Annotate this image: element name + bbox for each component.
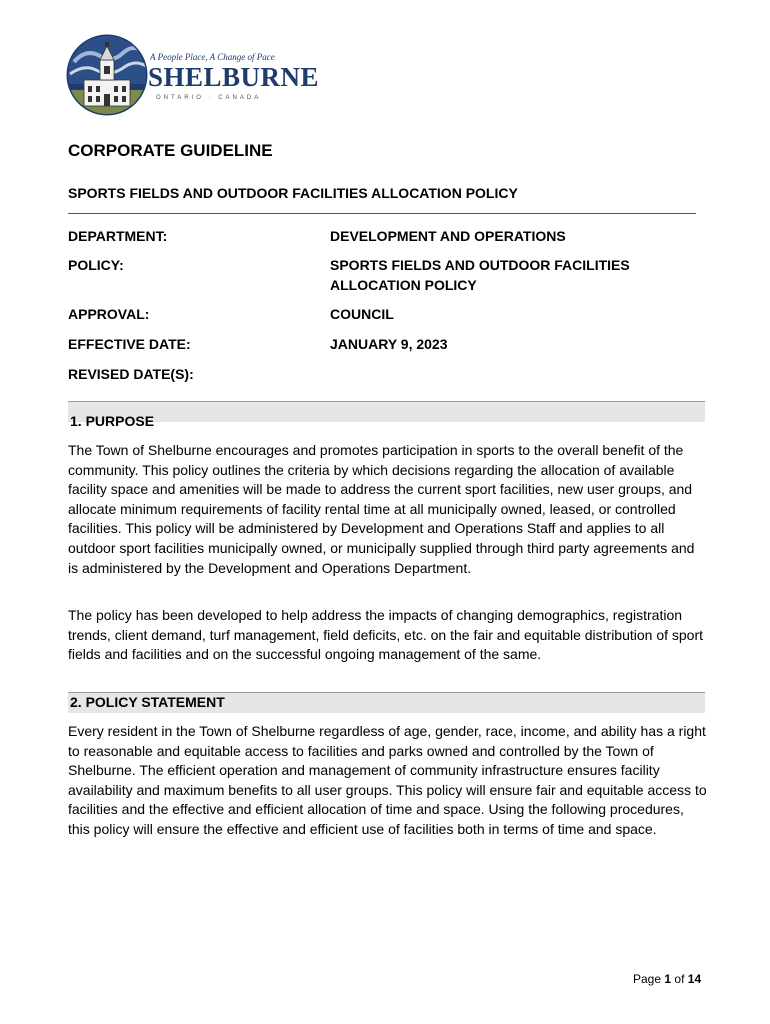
town-hall-emblem-icon — [66, 34, 148, 116]
effective-date-value: JANUARY 9, 2023 — [330, 336, 448, 352]
purpose-paragraph-1: The Town of Shelburne encourages and promotes participation in sports to the overall benefit of the community. This policy outlines the criteria by which decisions regarding the allocation of available facility space and amenities will be made to address the current sport facilities, new user groups, and allocate minimum requirements of facility rental time at all municipally owned, leased, or controlled facilities. This policy will be administered by Development and Operations Staff and applies to all outdoor sport facilities municipally owned, or municipally supplied through third party agreements and is administered by the Development and Operations Department. — [68, 442, 695, 576]
shelburne-logo — [66, 34, 320, 116]
approval-value: COUNCIL — [330, 306, 394, 322]
effective-date-label: EFFECTIVE DATE: — [68, 336, 191, 352]
of-word: of — [674, 972, 685, 986]
approval-label: APPROVAL: — [68, 306, 150, 322]
purpose-heading: 1. PURPOSE — [70, 413, 155, 429]
page-total: 14 — [687, 972, 702, 986]
logo-tagline: A People Place, A Change of Pace — [150, 52, 275, 62]
department-value: DEVELOPMENT AND OPERATIONS — [330, 228, 566, 244]
page-current: 1 — [664, 972, 672, 986]
logo-subline: ONTARIO · CANADA — [156, 95, 262, 101]
purpose-paragraph-2: The policy has been developed to help address the impacts of changing demographics, registration trends, client demand, turf management, field deficits, etc. on the fair and equitable distribution of sport fields and facilities and on the successful ongoing management of the same. — [68, 607, 704, 663]
page-number — [633, 972, 701, 986]
purpose-section-bar — [68, 401, 705, 422]
logo-wordmark: SHELBURNE — [148, 62, 320, 92]
policy-statement-heading: 2. POLICY STATEMENT — [70, 694, 225, 710]
title-divider — [68, 213, 696, 214]
policy-label: POLICY: — [68, 257, 124, 273]
corporate-guideline-title: CORPORATE GUIDELINE — [68, 141, 273, 160]
department-label: DEPARTMENT: — [68, 228, 168, 244]
policy-statement-paragraph: Every resident in the Town of Shelburne regardless of age, gender, race, income, and ability has a right to reasonable and equitable access to facilities and parks owned and controlled by the Town of Shelburne. The efficient operation and management of community infrastructure ensures facility availability and maximum benefits to all user groups. This policy will ensure fair and equitable access to facilities and the effective and efficient allocation of time and space. Using the following procedures, this policy will ensure the effective and efficient use of facilities both in terms of time and space. — [68, 723, 707, 837]
document-title: SPORTS FIELDS AND OUTDOOR FACILITIES ALLOCATION POLICY — [68, 185, 518, 201]
revised-dates-label: REVISED DATE(S): — [68, 366, 194, 382]
page-word: Page — [633, 972, 662, 986]
policy-value: SPORTS FIELDS AND OUTDOOR FACILITIES ALLOCATION POLICY — [330, 257, 630, 293]
